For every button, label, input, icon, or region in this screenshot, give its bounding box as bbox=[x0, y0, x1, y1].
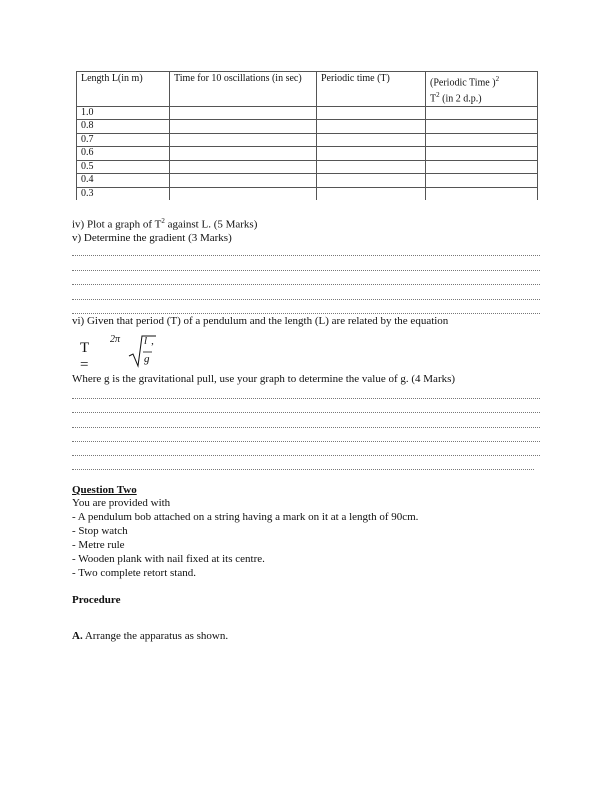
apparatus-item: - Wooden plank with nail fixed at its centre. bbox=[72, 553, 265, 565]
period-cell[interactable] bbox=[317, 174, 426, 188]
table-row bbox=[77, 160, 538, 174]
header-text: (in 2 d.p.) bbox=[439, 93, 482, 105]
q-text: iv) Plot a graph of T bbox=[72, 218, 162, 231]
q-text: against L. (5 Marks) bbox=[164, 218, 258, 231]
answer-line[interactable] bbox=[72, 455, 540, 456]
period-cell[interactable] bbox=[317, 160, 426, 174]
question-iv bbox=[72, 217, 257, 231]
length-cell: 0.3 bbox=[77, 187, 170, 200]
apparatus-item: - Two complete retort stand. bbox=[72, 567, 196, 579]
question-two-intro: You are provided with bbox=[72, 497, 171, 509]
period-squared-cell[interactable] bbox=[426, 187, 538, 200]
answer-line[interactable] bbox=[72, 427, 540, 428]
eq-num: l bbox=[144, 335, 148, 347]
time-cell[interactable] bbox=[170, 133, 317, 147]
apparatus-item: - A pendulum bob attached on a string having a mark on it at a length of 90cm. bbox=[72, 511, 419, 523]
apparatus-item: - Stop watch bbox=[72, 525, 128, 537]
eq-lhs: T = bbox=[80, 340, 89, 373]
length-cell: 0.5 bbox=[77, 160, 170, 174]
procedure-heading: Procedure bbox=[72, 594, 121, 606]
answer-line[interactable] bbox=[72, 313, 540, 314]
sup: 2 bbox=[495, 75, 500, 83]
time-cell[interactable] bbox=[170, 174, 317, 188]
apparatus-item: - Metre rule bbox=[72, 539, 125, 551]
answer-line[interactable] bbox=[72, 270, 540, 271]
length-cell: 0.6 bbox=[77, 147, 170, 161]
period-cell[interactable] bbox=[317, 106, 426, 120]
time-cell[interactable] bbox=[170, 160, 317, 174]
period-squared-cell[interactable] bbox=[426, 160, 538, 174]
header-period-squared bbox=[426, 72, 538, 107]
answer-line[interactable] bbox=[72, 441, 540, 442]
answer-line[interactable] bbox=[72, 255, 540, 256]
period-cell[interactable] bbox=[317, 133, 426, 147]
sup: 2 bbox=[161, 217, 165, 225]
time-cell[interactable] bbox=[170, 147, 317, 161]
question-v: v) Determine the gradient (3 Marks) bbox=[72, 232, 232, 244]
period-cell[interactable] bbox=[317, 187, 426, 200]
step-text: Arrange the apparatus as shown. bbox=[82, 630, 229, 642]
table-row bbox=[77, 133, 538, 147]
time-cell[interactable] bbox=[170, 187, 317, 200]
answer-line[interactable] bbox=[72, 412, 540, 413]
answer-line[interactable] bbox=[72, 299, 540, 300]
question-vi-where: Where g is the gravitational pull, use your graph to determine the value of g. (4 Marks) bbox=[72, 373, 456, 385]
period-cell[interactable] bbox=[317, 120, 426, 134]
answer-line[interactable] bbox=[72, 469, 534, 470]
period-squared-cell[interactable] bbox=[426, 120, 538, 134]
procedure-step-a bbox=[72, 630, 228, 642]
results-table bbox=[76, 71, 538, 200]
answer-line[interactable] bbox=[72, 398, 540, 399]
header-text: (Periodic Time ) bbox=[430, 77, 496, 89]
eq-comma: , bbox=[151, 335, 154, 347]
time-cell[interactable] bbox=[170, 120, 317, 134]
period-squared-cell[interactable] bbox=[426, 133, 538, 147]
table-row bbox=[77, 106, 538, 120]
eq-coef: 2π bbox=[110, 334, 121, 345]
length-cell: 0.7 bbox=[77, 133, 170, 147]
question-two-title: Question Two bbox=[72, 484, 137, 496]
table-row bbox=[77, 147, 538, 161]
table-row bbox=[77, 174, 538, 188]
step-label: A. bbox=[72, 630, 83, 642]
period-cell[interactable] bbox=[317, 147, 426, 161]
eq-numerator bbox=[144, 335, 154, 347]
header-period: Periodic time (T) bbox=[317, 72, 426, 107]
table-row bbox=[77, 187, 538, 200]
length-cell: 0.8 bbox=[77, 120, 170, 134]
period-squared-cell[interactable] bbox=[426, 106, 538, 120]
eq-denominator: g bbox=[144, 353, 150, 365]
sup: 2 bbox=[436, 91, 440, 100]
length-cell: 0.4 bbox=[77, 174, 170, 188]
question-vi: vi) Given that period (T) of a pendulum and the length (L) are related by the equation bbox=[72, 315, 449, 327]
table-row bbox=[77, 120, 538, 134]
header-time: Time for 10 oscillations (in sec) bbox=[170, 72, 317, 107]
header-length: Length L(in m) bbox=[77, 72, 170, 107]
table-header-row bbox=[77, 72, 538, 107]
header-text: T bbox=[430, 93, 437, 105]
period-squared-cell[interactable] bbox=[426, 174, 538, 188]
length-cell: 1.0 bbox=[77, 106, 170, 120]
period-squared-cell[interactable] bbox=[426, 147, 538, 161]
answer-line[interactable] bbox=[72, 284, 540, 285]
time-cell[interactable] bbox=[170, 106, 317, 120]
